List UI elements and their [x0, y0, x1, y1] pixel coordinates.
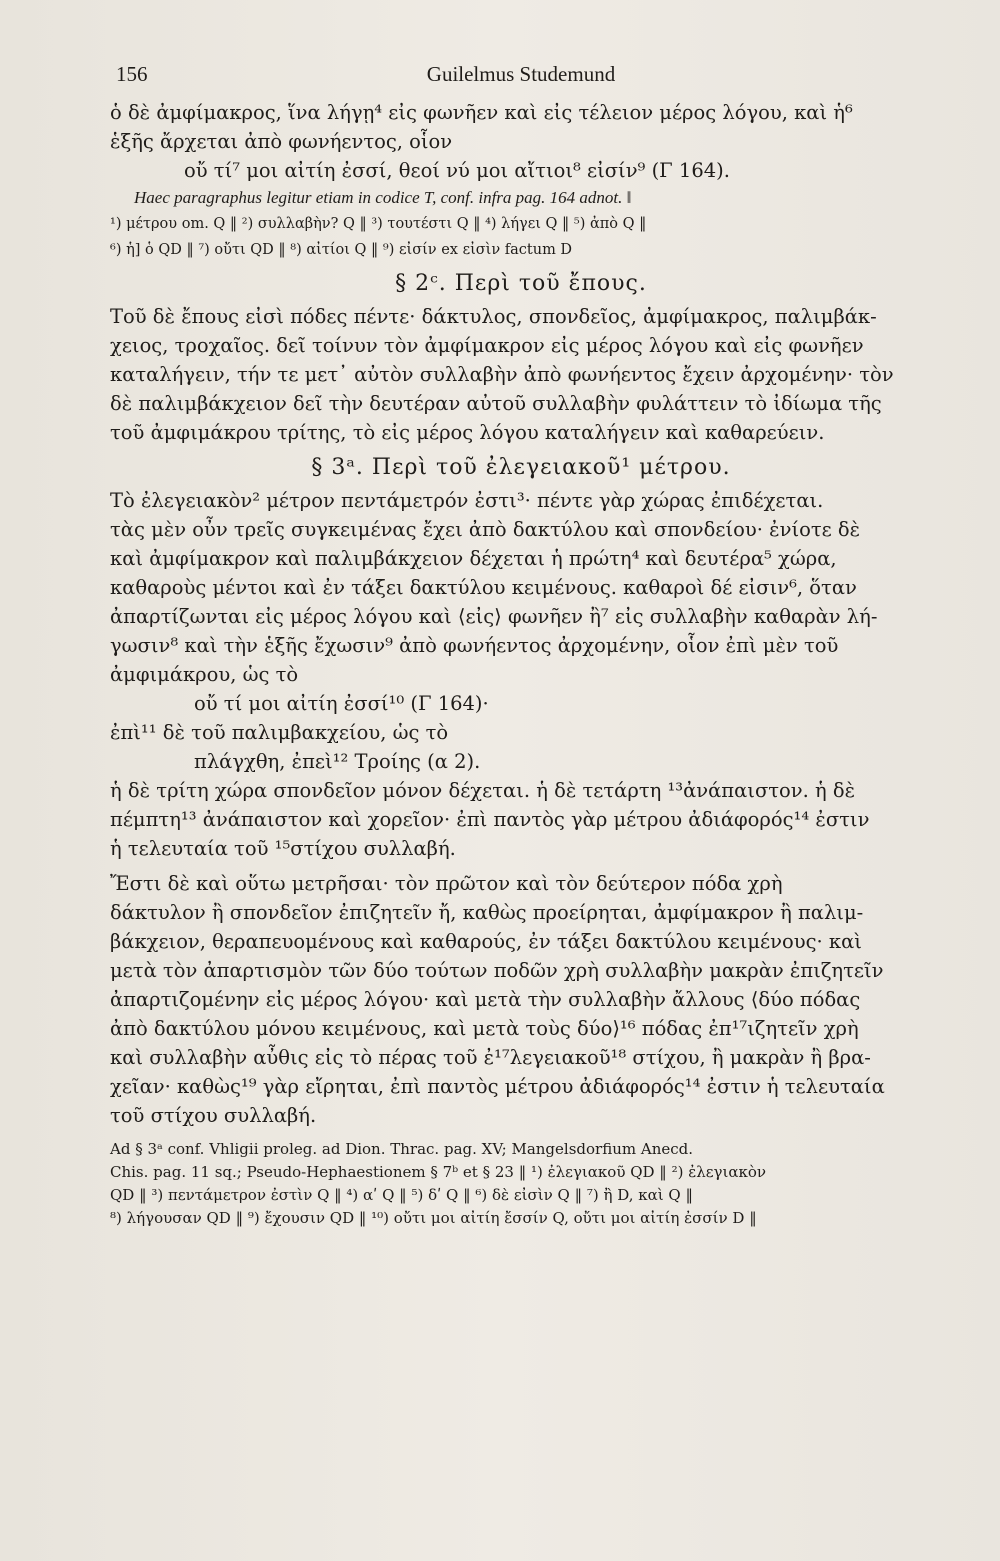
verse-quote: οὔ τί μοι αἰτίη ἐσσί¹⁰ (Γ 164)·: [194, 692, 489, 715]
section-2-text: [110, 302, 932, 447]
text-line: ἑξῆς ἄρχεται ἀπὸ φωνήεντος, οἷον: [110, 130, 453, 153]
running-title: Guilelmus Studemund: [426, 62, 616, 86]
text-line: καταλήγειν, τήν τε μετ᾽ αὐτὸν συλλαβὴν ἀπὸ φωνήεντος ἔχειν ἀρχομένην· τὸν: [110, 363, 894, 386]
section-heading-2: § 2ᶜ. Περὶ τοῦ ἔπους.: [395, 271, 647, 296]
apparatus-line: ¹) μέτρου om. Q ‖ ²) συλλαβὴν? Q ‖ ³) τουτέστι Q ‖ ⁴) λήγει Q ‖ ⁵) ἀπὸ Q ‖: [110, 216, 647, 232]
verse-quote: οὔ τί⁷ μοι αἰτίη ἐσσί, θεοί νύ μοι αἴτιοι⁸ εἰσίν⁹ (Γ 164).: [184, 159, 730, 182]
text-line: δὲ παλιμβάκχειον δεῖ τὴν δευτέραν αὐτοῦ συλλαβὴν φυλάττειν τὸ ἰδίωμα τῆς: [110, 392, 882, 415]
footnote-line: Chis. pag. 11 sq.; Pseudo-Hephaestionem § 7ᵇ et § 23 ‖ ¹) ἐλεγιακοῦ QD ‖ ²) ἐλεγιακὸν: [110, 1163, 767, 1181]
text-line: χειος, τροχαῖος. δεῖ τοίνυν τὸν ἀμφίμακρον εἰς μέρος λόγου καὶ εἰς φωνῆεν: [110, 334, 864, 357]
page-number: 156: [116, 62, 148, 86]
text-line: ἡ δὲ τρίτη χώρα σπονδεῖον μόνον δέχεται. ἡ δὲ τετάρτη ¹³ἀνάπαιστον. ἡ δὲ: [110, 779, 856, 802]
footnote-line: ⁸) λήγουσαν QD ‖ ⁹) ἔχουσιν QD ‖ ¹⁰) οὔτι μοι αἰτίη ἔσσίν Q, οὔτι μοι αἰτίη ἐσσίν D ‖: [110, 1209, 757, 1227]
section-heading-3: § 3ᵃ. Περὶ τοῦ ἐλεγειακοῦ¹ μέτρου.: [311, 455, 731, 480]
text-line: ἀπαρτιζομένην εἰς μέρος λόγου· καὶ μετὰ τὴν συλλαβὴν ἄλλους ⟨δύο πόδας: [110, 988, 861, 1011]
footnotes: [110, 1138, 932, 1230]
text-line: ἀπὸ δακτύλου μόνου κειμένους, καὶ μετὰ τοὺς δύο⟩¹⁶ πόδας ἐπ¹⁷ιζητεῖν χρὴ: [110, 1017, 859, 1040]
text-line: τοῦ ἀμφιμάκρου τρίτης, τὸ εἰς μέρος λόγου καταλήγειν καὶ καθαρεύειν.: [110, 421, 825, 444]
text-line: Τοῦ δὲ ἔπους εἰσὶ πόδες πέντε· δάκτυλος, σπονδεῖος, ἀμφίμακρος, παλιμβάκ-: [110, 305, 877, 328]
text-line: τοῦ στίχου συλλαβή.: [110, 1104, 317, 1127]
footnote-line: Ad § 3ᵃ conf. Vhligii proleg. ad Dion. Thrac. pag. XV; Mangelsdorfium Anecd.: [110, 1140, 694, 1158]
section-3-text: [110, 486, 932, 1130]
text-line: Τὸ ἐλεγειακὸν² μέτρον πεντάμετρόν ἐστι³· πέντε γὰρ χώρας ἐπιδέχεται.: [110, 489, 824, 512]
section-1-text: [110, 98, 932, 185]
text-line: τὰς μὲν οὖν τρεῖς συγκειμένας ἔχει ἀπὸ δακτύλου καὶ σπονδείου· ἐνίοτε δὲ: [110, 518, 861, 541]
text-line: ἀμφιμάκρου, ὡς τὸ: [110, 663, 299, 686]
text-line: πέμπτη¹³ ἀνάπαιστον καὶ χορεῖον· ἐπὶ παντὸς γὰρ μέτρου ἀδιάφορός¹⁴ ἐστιν: [110, 808, 870, 831]
text-line: καθαροὺς μέντοι καὶ ἐν τάξει δακτύλου κειμένους. καθαροὶ δέ εἰσιν⁶, ὅταν: [110, 576, 857, 599]
text-line: ὁ δὲ ἀμφίμακρος, ἵνα λήγῃ⁴ εἰς φωνῆεν καὶ εἰς τέλειον μέρος λόγου, καὶ ἡ⁶: [110, 101, 853, 124]
text-line: καὶ ἀμφίμακρον καὶ παλιμβάκχειον δέχεται ἡ πρώτη⁴ καὶ δευτέρα⁵ χώρα,: [110, 547, 837, 570]
text-line: ἀπαρτίζωνται εἰς μέρος λόγου καὶ ⟨εἰς⟩ φωνῆεν ἢ⁷ εἰς συλλαβὴν καθαρὰν λή-: [110, 605, 878, 628]
text-line: γωσιν⁸ καὶ τὴν ἑξῆς ἔχωσιν⁹ ἀπὸ φωνήεντος ἀρχομένην, οἷον ἐπὶ μὲν τοῦ: [110, 634, 839, 657]
footnote-line: QD ‖ ³) πεντάμετρον ἐστὶν Q ‖ ⁴) αʹ Q ‖ ⁵) δʹ Q ‖ ⁶) δὲ εἰσὶν Q ‖ ⁷) ἢ D, καὶ Q ‖: [110, 1186, 694, 1204]
apparatus-line: ⁶) ἡ] ὁ QD ‖ ⁷) οὔτι QD ‖ ⁸) αἰτίοι Q ‖ ⁹) εἰσίν ex εἰσὶν factum D: [110, 242, 573, 258]
verse-quote: πλάγχθη, ἐπεὶ¹² Τροίης (α 2).: [194, 750, 481, 773]
text-line: ἐπὶ¹¹ δὲ τοῦ παλιμβακχείου, ὡς τὸ: [110, 721, 449, 744]
text-line: ἡ τελευταία τοῦ ¹⁵στίχου συλλαβή.: [110, 837, 456, 860]
text-line: χεῖαν· καθὼς¹⁹ γὰρ εἴρηται, ἐπὶ παντὸς μέτρου ἀδιάφορός¹⁴ ἐστιν ἡ τελευταία: [110, 1075, 885, 1098]
text-line: βάκχειον, θεραπευομένους καὶ καθαρούς, ἐν τάξει δακτύλου κειμένους· καὶ: [110, 930, 862, 953]
running-header: [110, 58, 932, 98]
text-line: δάκτυλον ἢ σπονδεῖον ἐπιζητεῖν ἤ, καθὼς προείρηται, ἀμφίμακρον ἢ παλιμ-: [110, 901, 864, 924]
editorial-note: Haec paragraphus legitur etiam in codice T, conf. infra pag. 164 adnot. ‖: [134, 188, 632, 207]
text-line: Ἔστι δὲ καὶ οὕτω μετρῆσαι· τὸν πρῶτον καὶ τὸν δεύτερον πόδα χρὴ: [110, 872, 783, 895]
text-line: μετὰ τὸν ἀπαρτισμὸν τῶν δύο τούτων ποδῶν χρὴ συλλαβὴν μακρὰν ἐπιζητεῖν: [110, 959, 884, 982]
text-line: καὶ συλλαβὴν αὖθις εἰς τὸ πέρας τοῦ ἐ¹⁷λεγειακοῦ¹⁸ στίχου, ἢ μακρὰν ἢ βρα-: [110, 1046, 871, 1069]
